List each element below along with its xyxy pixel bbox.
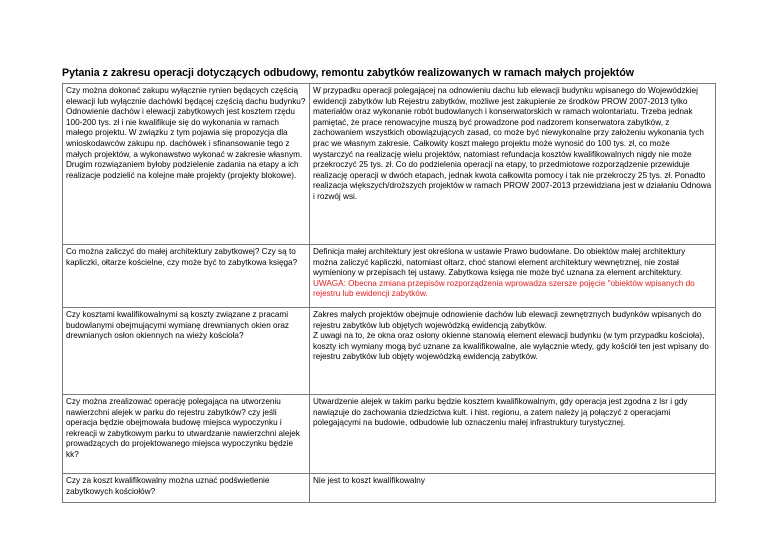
answer-cell: Utwardzenie alejek w takim parku będzie kosztem kwalifikowalnym, gdy operacja jest zgodna z lsr i gdy nawiązuje do zachowania dziedzictwa kult. i hist. regionu, a zatem należy ją połączyć z operacjami polegającymi na budowie, odbudowie lub oznaczeniu małej infrastruktury turystycznej. bbox=[310, 395, 716, 474]
answer-cell: W przypadku operacji polegającej na odnowieniu dachu lub elewacji budynku wpisanego do Wojewódzkiej ewidencji zabytków lub Rejestru zabytków, możliwe jest zakupienie ze środków PROW 2007-2013 tylko materiałów oraz wykonanie robót budowlanych i konserwatorskich w ramach wolontariatu. Trzeba jednak pamiętać, że prace renowacyjne muszą być prowadzone pod nadzorem konserwatora zabytków, z zachowaniem wszystkich obowiązujących zasad, co może być niewykonalne przy założeniu wykonania tych prac we własnym zakresie. Całkowity koszt małego projektu może wynosić do 100 tys. zł, co może wystarczyć na realizację wielu projektów, natomiast refundacja kosztów kwalifikowalnych nigdy nie może przekroczyć 25 tys. zł. Co do podzielenia operacji na etapy, to przedmiotowe rozporządzenie przewiduje realizację operacji w dwóch etapach, jednak kwota całkowita pomocy i tak nie przekroczy 25 tys. zł. Ponadto realizacja większych/droższych projektów w ramach PROW 2007-2013 przewidziana jest w działaniu Odnowa i rozwój wsi. bbox=[310, 84, 716, 245]
question-cell: Czy kosztami kwalifikowalnymi są koszty związane z pracami budowlanymi obejmującymi wymianę drewnianych okien oraz drewnianych osłon okiennych na wieży kościoła? bbox=[63, 308, 310, 395]
answer-cell: Nie jest to koszt kwalifikowalny bbox=[310, 474, 716, 503]
question-cell: Czy za koszt kwalifikowalny można uznać podświetlenie zabytkowych kościołów? bbox=[63, 474, 310, 503]
table-row bbox=[63, 395, 716, 474]
table-row bbox=[63, 84, 716, 245]
warning-note: UWAGA: Obecna zmiana przepisów rozporządzenia wprowadza szersze pojęcie "obiektów wpisanych do rejestru lub ewidencji zabytków. bbox=[313, 278, 695, 299]
question-cell: Czy można dokonać zakupu wyłącznie rynien będących częścią elewacji lub wyłącznie dachówki będącej częścią dachu budynku? Odnowienie dachów i elewacji zabytkowych jest kosztem rzędu 100-200 tys. zł i nie kwalifikuje się do wykonania w ramach małego projektu. W związku z tym pojawia się propozycja dla wnioskodawców zakupu np. dachówek i sfinansowanie tego z małych projektów, a wykonawstwo wykonać w zakresie własnym. Drugim rozwiązaniem byłoby podzielenie zadania na etapy a ich realizacje podzielić na kolejne małe projekty (projekty blokowe). bbox=[63, 84, 310, 245]
answer-text: Zakres małych projektów obejmuje odnowienie dachów lub elewacji zewnętrznych budynków wpisanych do rejestru zabytków lub objętych wojewódzką ewidencją zabytków. bbox=[313, 310, 702, 330]
table-row bbox=[63, 308, 716, 395]
answer-cell bbox=[310, 308, 716, 395]
answer-text: Definicja małej architektury jest określona w ustawie Prawo budowlane. Do obiektów małej architektury można zaliczyć kapliczki, natomiast ołtarz, choć stanowi element architektury wewnętrznej, nie został wymieniony w przepisach tej ustawy. Zabytkowa księga nie może być uznana za element architektury. bbox=[313, 247, 686, 278]
answer-text-continued: Z uwagi na to, że okna oraz osłony okienne stanowią element elewacji budynku (w tym przypadku kościoła), koszty ich wymiany mogą być uznane za kwalifikowalne, ale wyłącznie wtedy, gdy kościół ten jest wpisany do rejestru zabytków lub objęty wojewódzką ewidencją zabytków. bbox=[313, 331, 709, 362]
answer-cell bbox=[310, 245, 716, 308]
page-title: Pytania z zakresu operacji dotyczących odbudowy, remontu zabytków realizowanych w ramach małych projektów bbox=[62, 67, 635, 79]
question-cell: Co można zaliczyć do małej architektury zabytkowej? Czy są to kapliczki, ołtarze kościelne, czy może być to zabytkowa księga? bbox=[63, 245, 310, 308]
table-row bbox=[63, 245, 716, 308]
question-cell: Czy można zrealizować operację polegająca na utworzeniu nawierzchni alejek w parku do rejestru zabytków? czy jeśli operacja będzie obejmowała budowę miejsca wypoczynku i rekreacji w zabytkowym parku to utwardzanie nawierzchni alejek prowadzących do projektowanego miejsca wypoczynku będzie kk? bbox=[63, 395, 310, 474]
qa-table bbox=[62, 83, 716, 503]
table-row bbox=[63, 474, 716, 503]
